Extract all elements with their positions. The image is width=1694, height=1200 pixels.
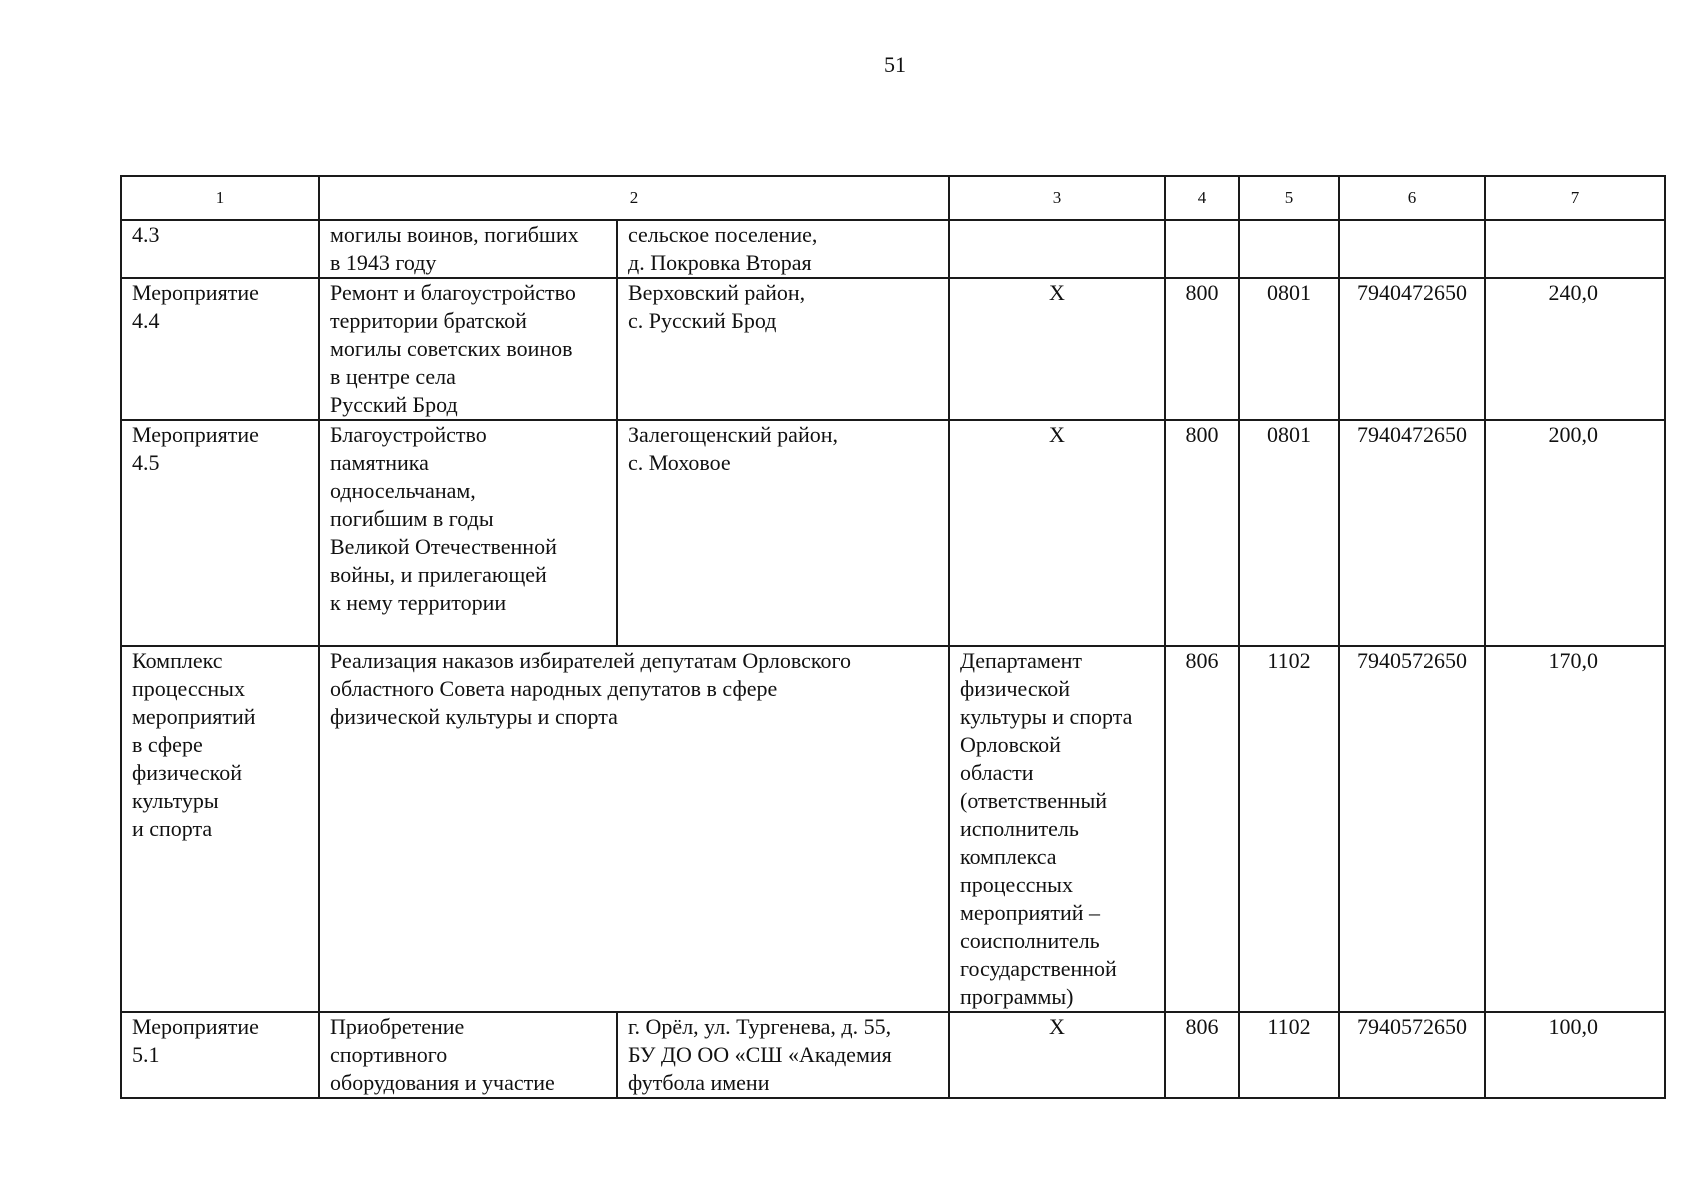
page-number: 51	[884, 52, 906, 77]
table-row	[121, 646, 1665, 1012]
code-cell: Мероприятие 4.5	[121, 420, 319, 646]
name-cell: Приобретение спортивного оборудования и участие	[319, 1012, 617, 1098]
location-cell: Верховский район, с. Русский Брод	[617, 278, 949, 420]
table-header-row	[121, 176, 1665, 220]
location-cell: сельское поселение, д. Покровка Вторая	[617, 220, 949, 278]
location-cell: г. Орёл, ул. Тургенева, д. 55, БУ ДО ОО «СШ «Академия футбола имени	[617, 1012, 949, 1098]
header-cell-2: 2	[319, 176, 949, 220]
col4-cell: 806	[1165, 1012, 1239, 1098]
responsible-cell	[949, 220, 1165, 278]
name-cell: Реализация наказов избирателей депутатам Орловского областного Совета народных депутатов в сфере физической культуры и спорта	[319, 646, 949, 1012]
col4-cell: 800	[1165, 420, 1239, 646]
name-cell: Ремонт и благоустройство территории братской могилы советских воинов в центре села Русский Брод	[319, 278, 617, 420]
code-cell: Мероприятие 5.1	[121, 1012, 319, 1098]
header-cell-1: 1	[121, 176, 319, 220]
col5-cell	[1239, 220, 1339, 278]
col6-cell: 7940572650	[1339, 646, 1485, 1012]
col5-cell: 1102	[1239, 1012, 1339, 1098]
col7-cell: 170,0	[1485, 646, 1665, 1012]
table-row	[121, 1012, 1665, 1098]
budget-table	[120, 175, 1666, 1099]
header-cell-3: 3	[949, 176, 1165, 220]
col7-cell	[1485, 220, 1665, 278]
code-cell: Мероприятие 4.4	[121, 278, 319, 420]
responsible-cell: Департамент физической культуры и спорта Орловской области (ответственный исполнитель комплекса процессных мероприятий – соисполнитель государственной программы)	[949, 646, 1165, 1012]
name-cell: могилы воинов, погибших в 1943 году	[319, 220, 617, 278]
table-row	[121, 420, 1665, 646]
col6-cell: 7940472650	[1339, 420, 1485, 646]
col5-cell: 0801	[1239, 420, 1339, 646]
header-cell-6: 6	[1339, 176, 1485, 220]
col5-cell: 0801	[1239, 278, 1339, 420]
code-cell: Комплекс процессных мероприятий в сфере физической культуры и спорта	[121, 646, 319, 1012]
col5-cell: 1102	[1239, 646, 1339, 1012]
col4-cell: 800	[1165, 278, 1239, 420]
col6-cell: 7940572650	[1339, 1012, 1485, 1098]
table-row	[121, 220, 1665, 278]
col7-cell: 200,0	[1485, 420, 1665, 646]
responsible-cell: Х	[949, 420, 1165, 646]
col4-cell	[1165, 220, 1239, 278]
header-cell-4: 4	[1165, 176, 1239, 220]
table-row	[121, 278, 1665, 420]
col4-cell: 806	[1165, 646, 1239, 1012]
location-cell: Залегощенский район, с. Моховое	[617, 420, 949, 646]
header-cell-5: 5	[1239, 176, 1339, 220]
header-cell-7: 7	[1485, 176, 1665, 220]
col6-cell: 7940472650	[1339, 278, 1485, 420]
name-cell: Благоустройство памятника односельчанам, погибшим в годы Великой Отечественной войны, и прилегающей к нему территории	[319, 420, 617, 646]
col6-cell	[1339, 220, 1485, 278]
col7-cell: 100,0	[1485, 1012, 1665, 1098]
code-cell: 4.3	[121, 220, 319, 278]
responsible-cell: Х	[949, 278, 1165, 420]
col7-cell: 240,0	[1485, 278, 1665, 420]
responsible-cell: Х	[949, 1012, 1165, 1098]
